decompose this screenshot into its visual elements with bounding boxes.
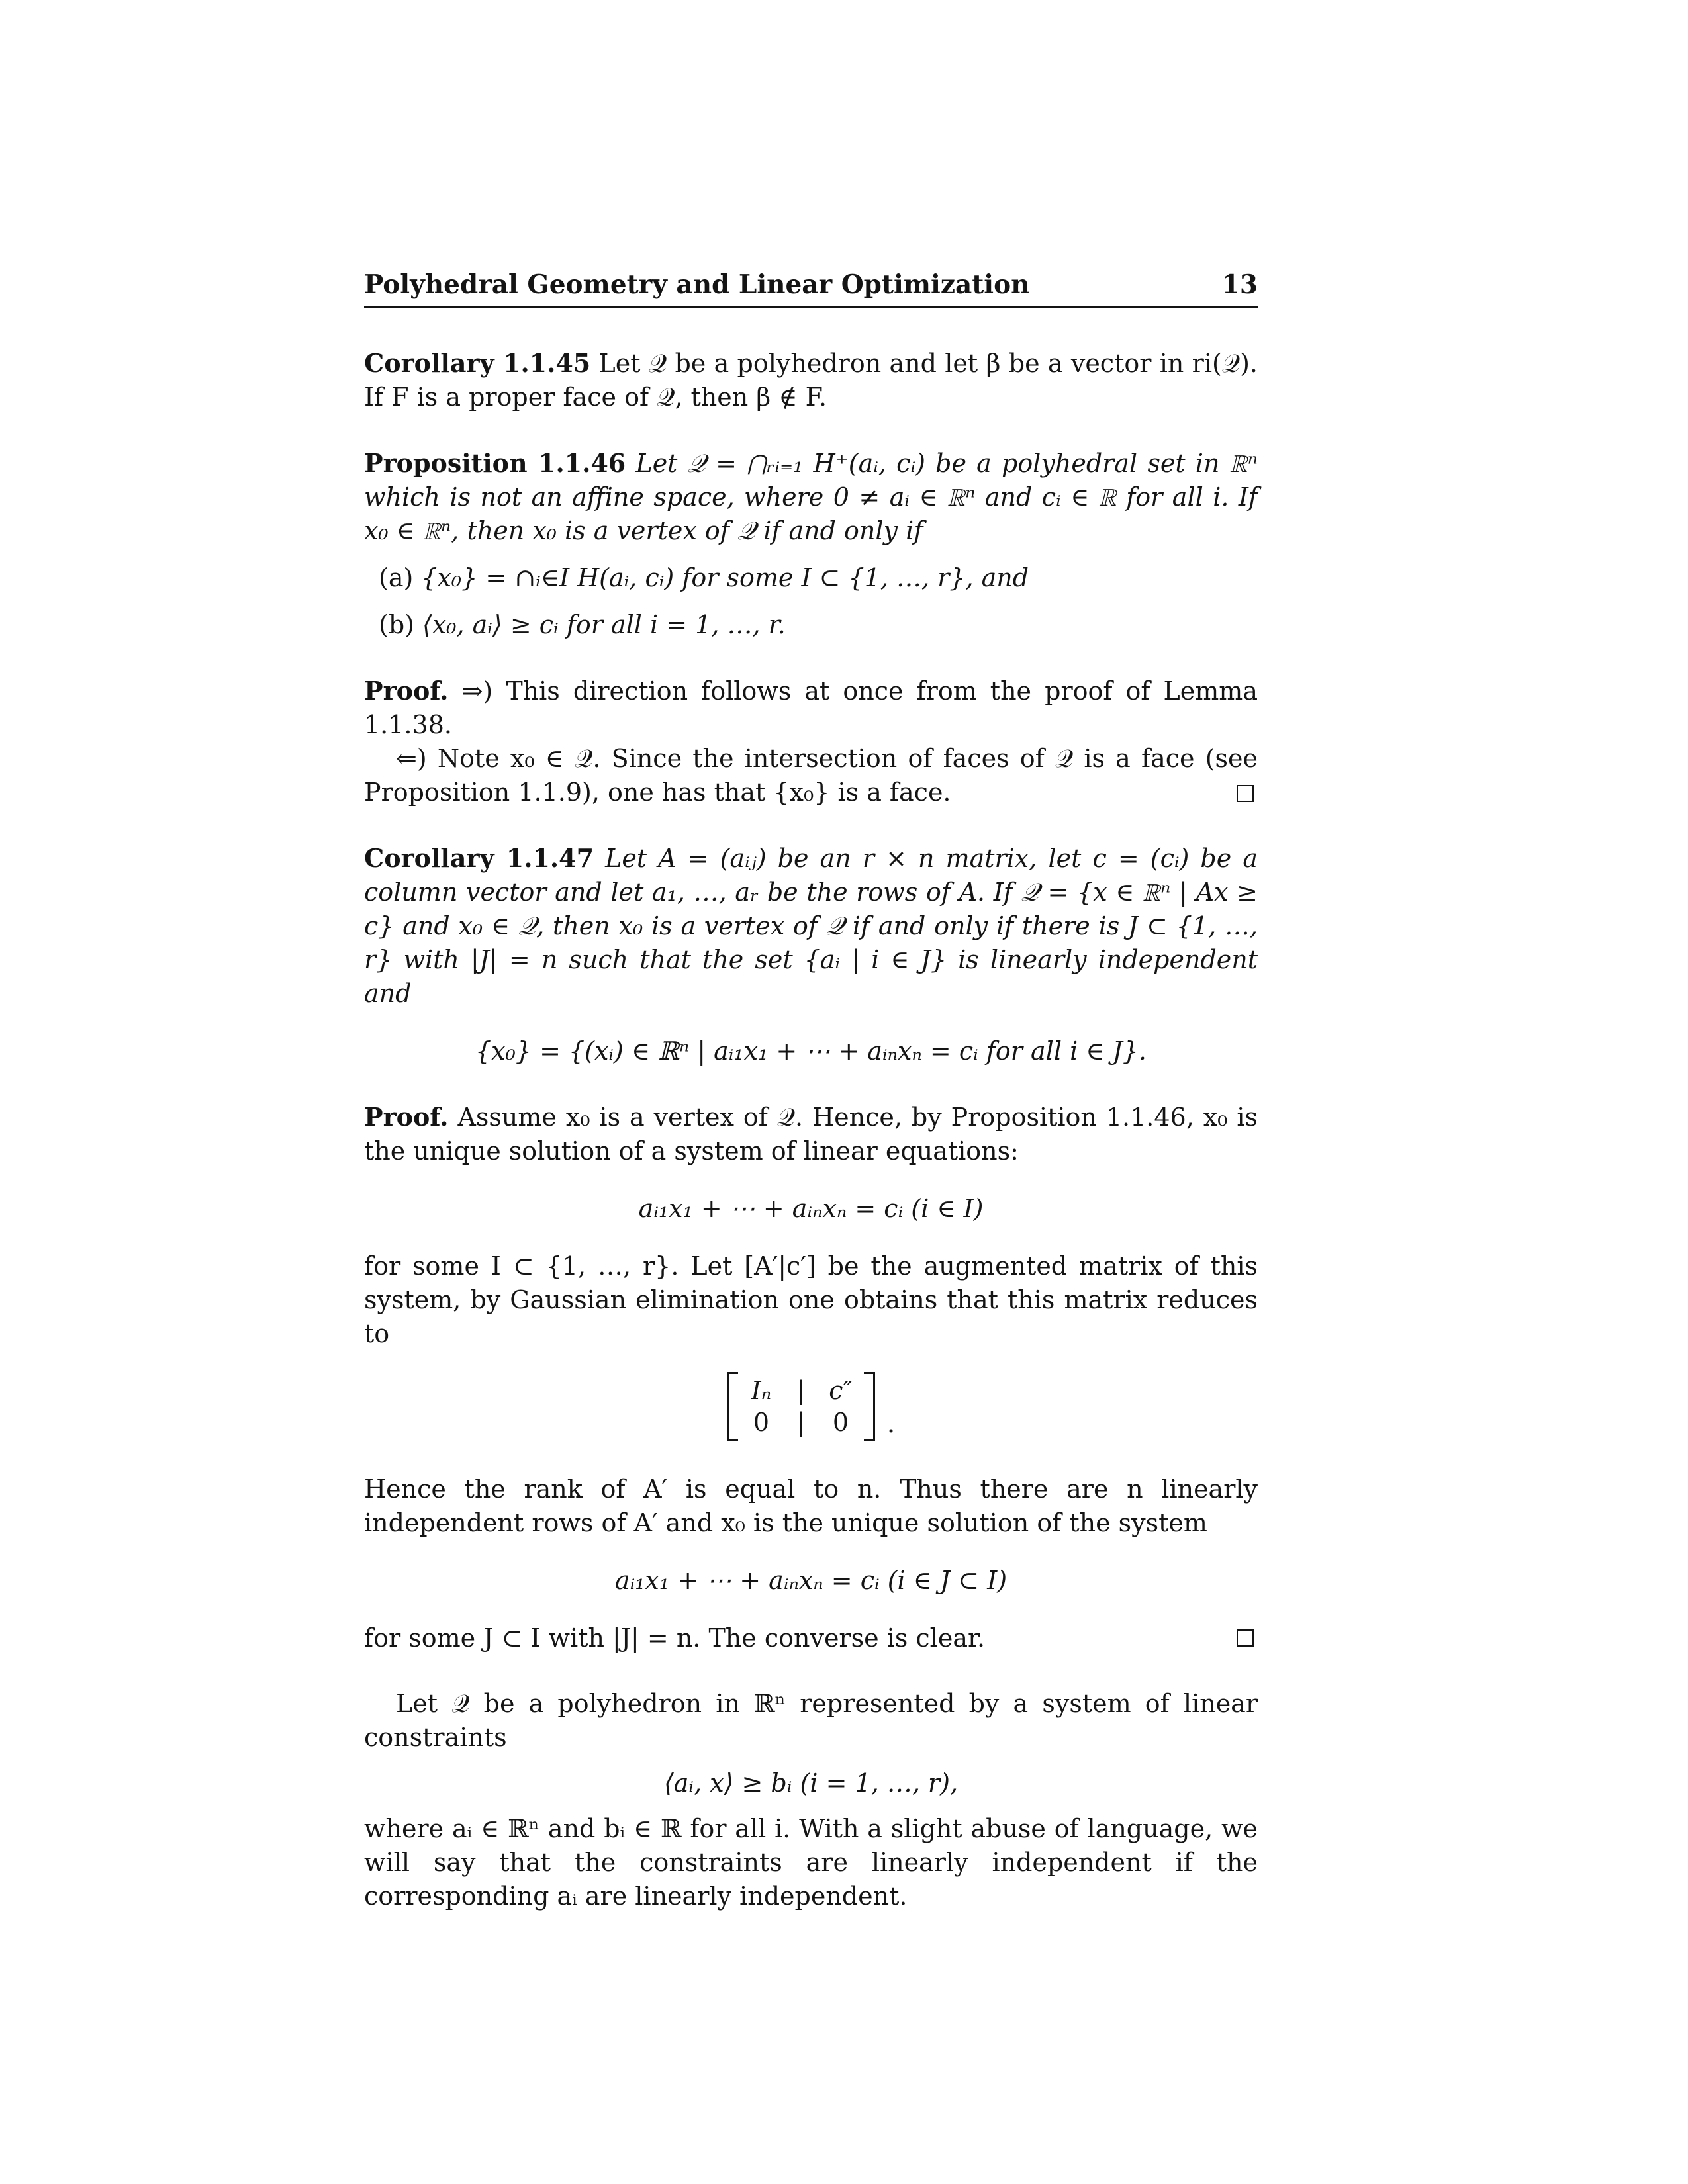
proof-label: Proof. [364, 676, 449, 705]
item-tag: (b) [379, 610, 414, 639]
closing-text-2: where aᵢ ∈ ℝⁿ and bᵢ ∈ ℝ for all i. With a slight abuse of language, we will say that the constraints are linearly independent if the corresponding aᵢ are linearly independent. [364, 1814, 1258, 1911]
corollary-label: Corollary 1.1.47 [364, 843, 594, 873]
display-equation-2: aᵢ₁x₁ + ⋯ + aᵢₙxₙ = cᵢ (i ∈ J ⊂ I) [614, 1566, 1008, 1595]
matrix-cell: 0 [832, 1408, 849, 1437]
left-bracket [727, 1372, 738, 1441]
item-tag: (a) [379, 563, 414, 592]
corollary-1-1-45 [364, 346, 1258, 414]
proof-line-1: ⇒) This direction follows at once from the proof of Lemma 1.1.38. [364, 676, 1258, 739]
page [364, 268, 1258, 1913]
constraints-display: ⟨aᵢ, x⟩ ≥ bᵢ (i = 1, …, r), [663, 1768, 959, 1797]
proposition-item-b [379, 608, 1258, 642]
proof-label: Proof. [364, 1102, 449, 1132]
running-header [364, 268, 1258, 308]
item-text: ⟨x₀, aᵢ⟩ ≥ cᵢ for all i = 1, …, r. [422, 610, 786, 639]
proof-text-1: Assume x₀ is a vertex of 𝒬. Hence, by Proposition 1.1.46, x₀ is the unique solution of a system of linear equations: [364, 1103, 1258, 1165]
corollary-text: Let A = (aᵢⱼ) be an r × n matrix, let c = (cᵢ) be a column vector and let a₁, …, aᵣ be the rows of A. If 𝒬 = {x ∈ ℝⁿ | Ax ≥ c} and x₀ ∈ 𝒬, then x₀ is a vertex of 𝒬 if and only if there is J ⊂ {1, …, r} with |J| = n such that the set {aᵢ | i ∈ J} is linearly independent and [364, 844, 1258, 1008]
page-number: 13 [1221, 269, 1258, 300]
closing-text-1: Let 𝒬 be a polyhedron in ℝⁿ represented by a system of linear constraints [364, 1689, 1258, 1752]
item-text: {x₀} = ∩ᵢ∈I H(aᵢ, cᵢ) for some I ⊂ {1, …, r}, and [421, 563, 1029, 592]
corollary-1-1-47 [364, 841, 1258, 1068]
running-title: Polyhedral Geometry and Linear Optimization [364, 269, 1030, 300]
augmented-matrix [364, 1372, 1258, 1441]
proof-corollary-1-1-47 [364, 1100, 1258, 1655]
corollary-text: Let 𝒬 be a polyhedron and let β be a vector in ri(𝒬). If F is a proper face of 𝒬, then β ∉ F. [364, 349, 1258, 412]
right-bracket [864, 1372, 875, 1441]
proof-proposition-1-1-46 [364, 674, 1258, 809]
proposition-item-a [379, 561, 1258, 595]
matrix-cell: Iₙ [751, 1376, 772, 1405]
proof-text-3: Hence the rank of A′ is equal to n. Thus there are n linearly independent rows of A′ and x₀ is the unique solution of the system [364, 1475, 1258, 1537]
proof-line-2: ⇐) Note x₀ ∈ 𝒬. Since the intersection of faces of 𝒬 is a face (see Proposition 1.1.9), one has that {x₀} is a face. [364, 744, 1258, 807]
matrix-cell: 0 [753, 1408, 770, 1437]
qed-icon [1237, 1629, 1254, 1647]
corollary-label: Corollary 1.1.45 [364, 348, 591, 378]
proof-end-line [364, 1621, 1258, 1655]
corollary-display-equation: {x₀} = {(xᵢ) ∈ ℝⁿ | aᵢ₁x₁ + ⋯ + aᵢₙxₙ = cᵢ for all i ∈ J}. [475, 1036, 1147, 1066]
matrix-period: . [886, 1409, 896, 1438]
matrix-separator: | [796, 1376, 806, 1405]
matrix-separator: | [796, 1408, 806, 1437]
closing-paragraph [364, 1687, 1258, 1913]
matrix-cell: c″ [829, 1376, 853, 1405]
proposition-label: Proposition 1.1.46 [364, 448, 626, 478]
proposition-1-1-46 [364, 446, 1258, 642]
display-equation-1: aᵢ₁x₁ + ⋯ + aᵢₙxₙ = cᵢ (i ∈ I) [638, 1194, 984, 1223]
proof-text-4: for some J ⊂ I with |J| = n. The converse is clear. [364, 1623, 986, 1653]
proposition-text: Let 𝒬 = ⋂ᵣᵢ₌₁ H⁺(aᵢ, cᵢ) be a polyhedral set in ℝⁿ which is not an affine space, where 0 ≠ aᵢ ∈ ℝⁿ and cᵢ ∈ ℝ for all i. If x₀ ∈ ℝⁿ, then x₀ is a vertex of 𝒬 if and only if [364, 449, 1258, 545]
proof-text-2: for some I ⊂ {1, …, r}. Let [A′|c′] be the augmented matrix of this system, by Gaussian elimination one obtains that this matrix reduces to [364, 1251, 1258, 1348]
qed-icon [1237, 785, 1254, 802]
